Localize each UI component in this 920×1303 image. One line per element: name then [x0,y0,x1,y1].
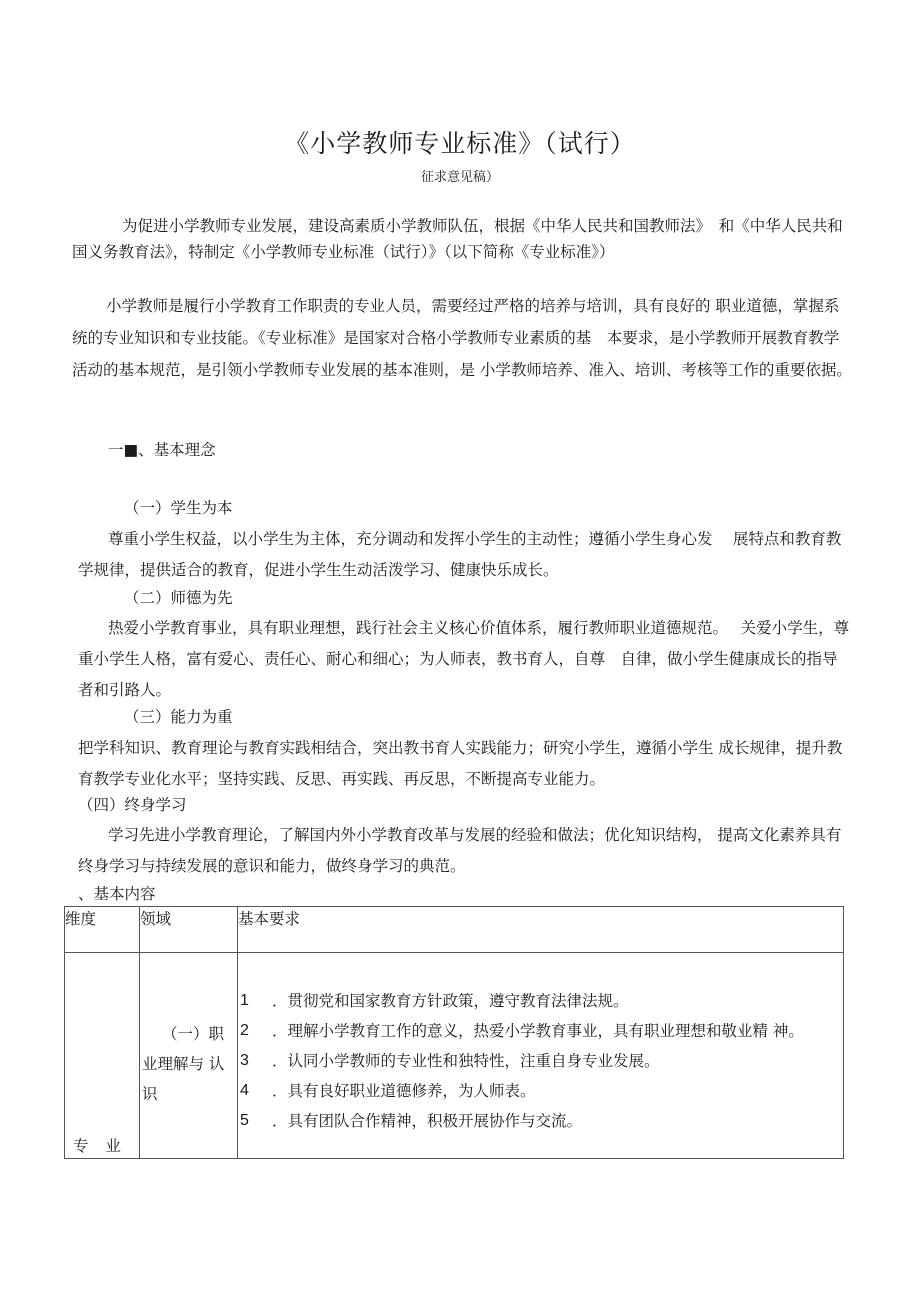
principle-heading: （一）学生为本 [124,499,233,517]
list-item [238,1076,843,1106]
overview-paragraph: 小学教师是履行小学教育工作职责的专业人员，需要经过严格的培养与培训，具有良好的 职业道德，掌握系统的专业知识和专业技能。《专业标准》是国家对合格小学教师专业素质的基 本要求，是小学教师开展教育教学活动的基本规范，是引领小学教师专业发展的基本准则，是 小学教师培养、准入、培训、考核等工作的重要依据。 [72,297,852,379]
domain-line: 识 [142,1085,158,1103]
principle-body: 把学科知识、教育理论与教育实践相结合，突出教书育人实践能力；研究小学生，遵循小学生 成长规律，提升教育教学专业化水平；坚持实践、反思、再实践、再反思，不断提高专业能力。 [78,739,843,788]
item-number: 4 [240,1082,249,1099]
principle-heading: （三）能力为重 [124,708,233,726]
requirements-cell [238,953,844,1159]
item-text: ．理解小学教育工作的意义，热爱小学教育事业，具有职业理想和敬业精 神。 [272,1022,804,1040]
dimension-label: 专 业 [73,1137,127,1155]
principle-heading: （四）终身学习 [78,796,187,814]
domain-line: （一）职 [161,1025,224,1043]
requirements-table [64,906,844,1159]
item-text: ．具有团队合作精神，积极开展协作与交流。 [272,1112,583,1130]
list-item [238,986,843,1016]
principle-body: 学习先进小学教育理论，了解国内外小学教育改革与发展的经验和做法；优化知识结构， 提高文化素养具有终身学习与持续发展的意识和能力，做终身学习的典范。 [78,826,842,875]
principle-heading: （二）师德为先 [124,589,233,607]
domain-line: 业理解与 认 [142,1055,225,1073]
principle-body: 热爱小学教育事业，具有职业理想，践行社会主义核心价值体系，履行教师职业道德规范。 关爱小学生，尊重小学生人格，富有爱心、责任心、耐心和细心；为人师表，教书育人，自尊 自律，做小学生健康成长的指导者和引路人。 [78,619,850,699]
list-item [238,1046,843,1076]
item-number: 5 [240,1112,249,1129]
header-dimension: 维度 [65,907,140,953]
principle-body: 尊重小学生权益，以小学生为主体，充分调动和发挥小学生的主动性；遵循小学生身心发 展特点和教育教学规律，提供适合的教育，促进小学生生动活泼学习、健康快乐成长。 [78,530,842,579]
header-requirements: 基本要求 [238,907,844,953]
table-header-row [65,907,844,953]
page-subtitle: 征求意见稿） [420,170,499,185]
item-text: ．认同小学教师的专业性和独特性，注重自身专业发展。 [272,1052,660,1070]
section-heading-basic-concepts: 一■、基本理念 [108,441,216,459]
domain-label [142,1019,234,1109]
intro-paragraph: 为促进小学教师专业发展，建设高素质小学教师队伍，根据《中华人民共和国教师法》 和《中华人民共和国义务教育法》，特制定《小学教师专业标准（试行）》（以下简称《专业标准》） [72,217,843,261]
table-row [65,953,844,1159]
requirements-list [238,986,843,1136]
item-text: ．具有良好职业道德修养，为人师表。 [272,1082,536,1100]
item-number: 1 [240,992,249,1009]
header-domain: 领域 [140,907,238,953]
list-item [238,1106,843,1136]
dimension-cell [65,953,140,1159]
item-number: 2 [240,1022,249,1039]
domain-cell [140,953,238,1159]
list-item [238,1016,843,1046]
item-text: ．贯彻党和国家教育方针政策，遵守教育法律法规。 [272,992,629,1010]
item-number: 3 [240,1052,249,1069]
section-heading-basic-content: 、基本内容 [78,885,156,903]
page-title: 《小学教师专业标准》（试行） [284,129,636,158]
